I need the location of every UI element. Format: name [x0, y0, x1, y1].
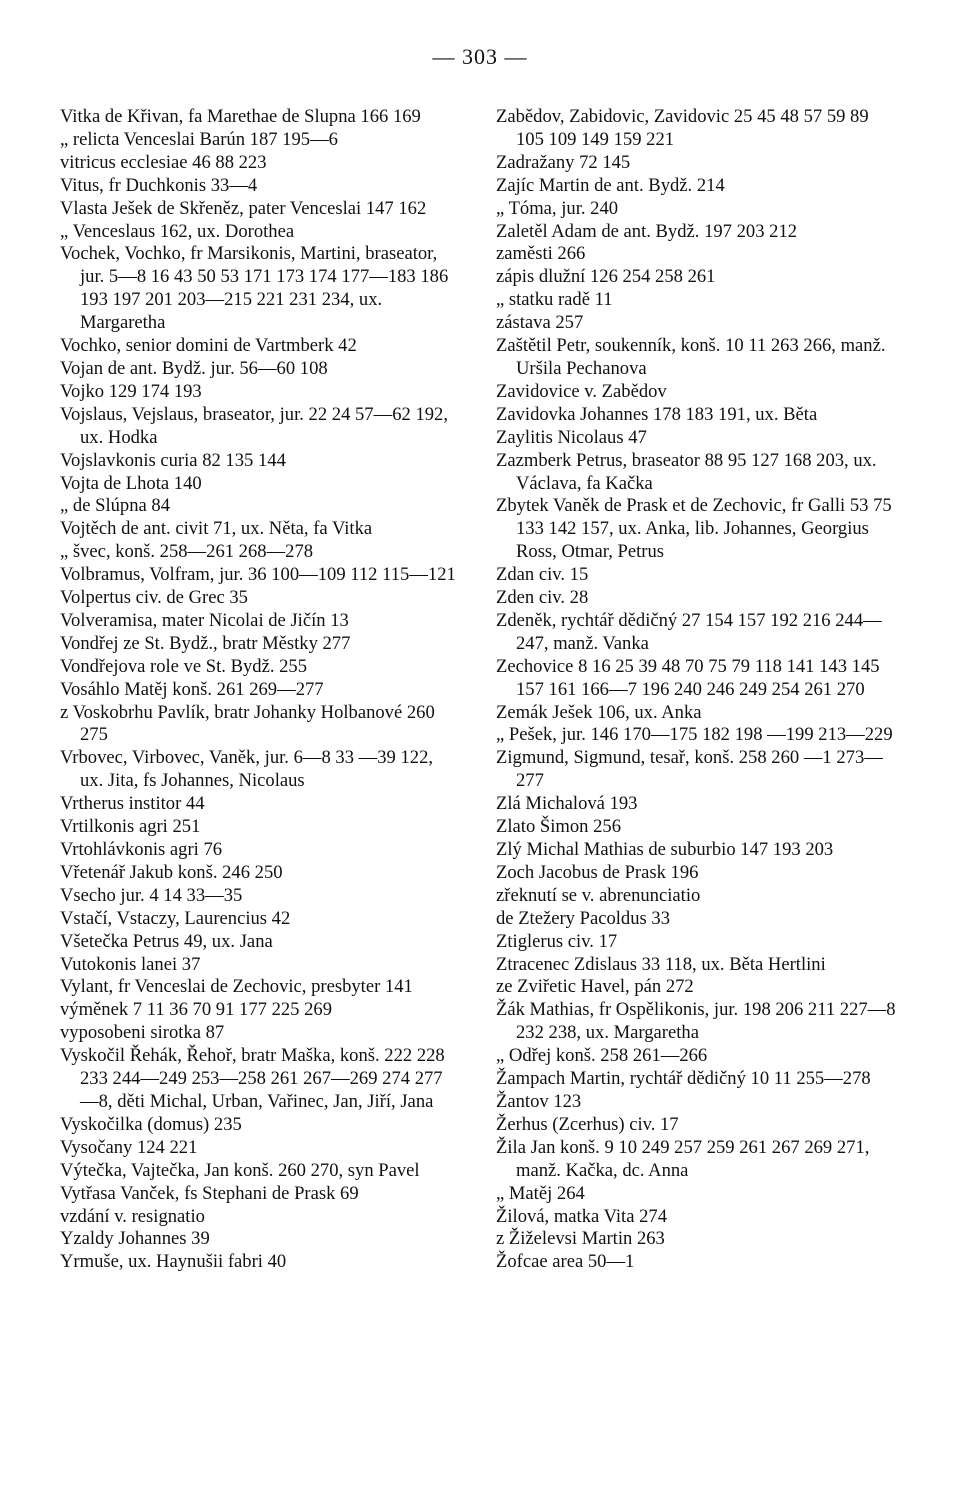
index-entry: zřeknutí se v. abrenunciatio — [496, 884, 701, 906]
index-entry: z Žiželevsi Martin 263 — [496, 1228, 665, 1250]
index-entry: Vojslaus, Vejslaus, braseator, jur. 22 24 57—62 192, ux. Hodka — [60, 403, 448, 448]
index-entry: Vysočany 124 221 — [60, 1136, 198, 1158]
index-entry: vitricus ecclesiae 46 88 223 — [60, 151, 267, 173]
index-entry: „ de Slúpna 84 — [60, 495, 170, 517]
index-entry: Yzaldy Johannes 39 — [60, 1228, 210, 1250]
index-entry: Výtečka, Vajtečka, Jan konš. 260 270, syn Pavel — [60, 1159, 420, 1181]
index-entry: „ Odřej konš. 258 261—266 — [496, 1045, 708, 1067]
index-entry: Zaylitis Nicolaus 47 — [496, 426, 647, 448]
index-entry: vzdání v. resignatio — [60, 1205, 205, 1227]
index-entry: Zdeněk, rychtář dědičný 27 154 157 192 216 244—247, manž. Vanka — [496, 609, 882, 654]
index-entry: Zigmund, Sigmund, tesař, konš. 258 260 —1 273—277 — [496, 747, 883, 792]
index-entry: Vochek, Vochko, fr Marsikonis, Martini, braseator, jur. 5—8 16 43 50 53 171 173 174 177—183 186 193 197 201 203—215 221 231 234, ux. Margaretha — [60, 243, 449, 334]
index-column-right — [496, 106, 896, 1274]
index-entry: Vřetenář Jakub konš. 246 250 — [60, 861, 283, 883]
index-entry: Žofcae area 50—1 — [496, 1251, 635, 1273]
index-entry: Zemák Ješek 106, ux. Anka — [496, 701, 702, 723]
index-entry: Vojtěch de ant. civit 71, ux. Něta, fa Vitka — [60, 518, 373, 540]
index-entry: Yrmuše, ux. Haynušii fabri 40 — [60, 1251, 287, 1273]
index-entry: Vrbovec, Virbovec, Vaněk, jur. 6—8 33 —39 122, ux. Jita, fs Johannes, Nicolaus — [60, 747, 434, 792]
index-entry: Vlasta Ješek de Skřeněz, pater Venceslai 147 162 — [60, 197, 427, 219]
index-entry: Zden civ. 28 — [496, 587, 589, 609]
index-entry: z Voskobrhu Pavlík, bratr Johanky Holbanové 260 275 — [60, 701, 435, 746]
index-entry: Vrtilkonis agri 251 — [60, 816, 201, 838]
index-entry: Ztiglerus civ. 17 — [496, 930, 618, 952]
index-entry: „ Pešek, jur. 146 170—175 182 198 —199 213—229 — [496, 724, 893, 746]
index-entry: Vyskočil Řehák, Řehoř, bratr Maška, konš. 222 228 233 244—249 253—258 261 267—269 274 277—8, děti Michal, Urban, Vařinec, Jan, Jiří, Jana — [60, 1045, 445, 1112]
index-entry: Vylant, fr Venceslai de Zechovic, presbyter 141 — [60, 976, 413, 998]
index-entry: Vojan de ant. Bydž. jur. 56—60 108 — [60, 357, 328, 379]
index-entry: Žampach Martin, rychtář dědičný 10 11 255—278 — [496, 1068, 871, 1090]
index-entry: Žila Jan konš. 9 10 249 257 259 261 267 269 271, manž. Kačka, dc. Anna — [496, 1136, 870, 1181]
index-entry: Vstačí, Vstaczy, Laurencius 42 — [60, 907, 291, 929]
index-entry: Vondřejova role ve St. Bydž. 255 — [60, 655, 308, 677]
index-entry: Zavidovka Johannes 178 183 191, ux. Běta — [496, 403, 818, 425]
index-entry: ze Zviřetic Havel, pán 272 — [496, 976, 694, 998]
index-entry: Zbytek Vaněk de Prask et de Zechovic, fr Galli 53 75 133 142 157, ux. Anka, lib. Johannes, Georgius Ross, Otmar, Petrus — [496, 495, 892, 563]
index-entry: Vsecho jur. 4 14 33—35 — [60, 884, 243, 906]
index-entry: zástava 257 — [496, 312, 584, 334]
index-entry: Volbramus, Volfram, jur. 36 100—109 112 115—121 — [60, 564, 456, 586]
page-number: — 303 — — [432, 44, 528, 69]
index-entry: de Ztežery Pacoldus 33 — [496, 907, 670, 929]
index-entry: Žerhus (Zcerhus) civ. 17 — [496, 1113, 679, 1135]
index-entry: Žilová, matka Vita 274 — [496, 1205, 668, 1227]
index-entry: vyposobeni sirotka 87 — [60, 1022, 225, 1044]
index-entry: výměnek 7 11 36 70 91 177 225 269 — [60, 999, 332, 1021]
index-entry: Vojko 129 174 193 — [60, 380, 202, 402]
index-entry: Vosáhlo Matěj konš. 261 269—277 — [60, 678, 324, 700]
index-entry: Všetečka Petrus 49, ux. Jana — [60, 930, 273, 952]
index-entry: Vojta de Lhota 140 — [60, 472, 202, 494]
index-entry: Zavidovice v. Zabědov — [496, 380, 667, 402]
index-entry: Zlato Šimon 256 — [496, 816, 621, 838]
index-entry: Vondřej ze St. Bydž., bratr Městky 277 — [60, 632, 351, 654]
index-entry: Zaletěl Adam de ant. Bydž. 197 203 212 — [496, 220, 798, 242]
index-column-left — [60, 106, 460, 1274]
index-entry: Vytřasa Vanček, fs Stephani de Prask 69 — [60, 1182, 359, 1204]
index-entry: Zdan civ. 15 — [496, 564, 589, 586]
index-entry: Vutokonis lanei 37 — [60, 953, 201, 975]
index-entry: Žantov 123 — [496, 1090, 582, 1112]
index-entry: „ Matěj 264 — [496, 1182, 585, 1204]
index-entry: Volveramisa, mater Nicolai de Jičín 13 — [60, 609, 349, 631]
index-entry: Vochko, senior domini de Vartmberk 42 — [60, 335, 357, 357]
index-entry: Zlý Michal Mathias de suburbio 147 193 203 — [496, 839, 834, 860]
index-entry: zaměsti 266 — [496, 243, 586, 265]
index-entry: Zlá Michalová 193 — [496, 793, 638, 815]
index-entry: „ švec, konš. 258—261 268—278 — [60, 541, 314, 563]
index-entry: Zaštětil Petr, soukenník, konš. 10 11 263 266, manž. Uršila Pechanova — [496, 335, 886, 379]
index-entry: Zabědov, Zabidovic, Zavidovic 25 45 48 57 59 89 105 109 149 159 221 — [496, 106, 869, 150]
index-entry: Vitus, fr Duchkonis 33—4 — [60, 174, 258, 196]
index-entry: Volpertus civ. de Grec 35 — [60, 587, 248, 609]
index-entry: zápis dlužní 126 254 258 261 — [496, 266, 716, 288]
index-entry: Ztracenec Zdislaus 33 118, ux. Běta Hertlini — [496, 953, 826, 975]
index-entry: Zoch Jacobus de Prask 196 — [496, 861, 699, 883]
index-entry: „ Tóma, jur. 240 — [496, 197, 619, 219]
index-entry: „ relicta Venceslai Barún 187 195—6 — [60, 128, 338, 150]
index-entry: Vyskočilka (domus) 235 — [60, 1113, 242, 1135]
index-entry: „ Venceslaus 162, ux. Dorothea — [60, 220, 295, 242]
index-entry: Vrtherus institor 44 — [60, 793, 205, 815]
index-entry: Vitka de Křivan, fa Marethae de Slupna 166 169 — [60, 106, 421, 127]
index-entry: Zajíc Martin de ant. Bydž. 214 — [496, 174, 725, 196]
index-entry: Zechovice 8 16 25 39 48 70 75 79 118 141 143 145 157 161 166—7 196 240 246 249 254 261 270 — [496, 655, 880, 700]
index-entry: Zadražany 72 145 — [496, 151, 631, 173]
index-entry: Vojslavkonis curia 82 135 144 — [60, 449, 286, 471]
index-entry: Vrtohlávkonis agri 76 — [60, 839, 223, 860]
index-entry: Žák Mathias, fr Ospělikonis, jur. 198 206 211 227—8 232 238, ux. Margaretha — [496, 999, 896, 1044]
index-entry: Zazmberk Petrus, braseator 88 95 127 168 203, ux. Václava, fa Kačka — [496, 449, 877, 494]
index-entry: „ statku radě 11 — [496, 289, 613, 311]
